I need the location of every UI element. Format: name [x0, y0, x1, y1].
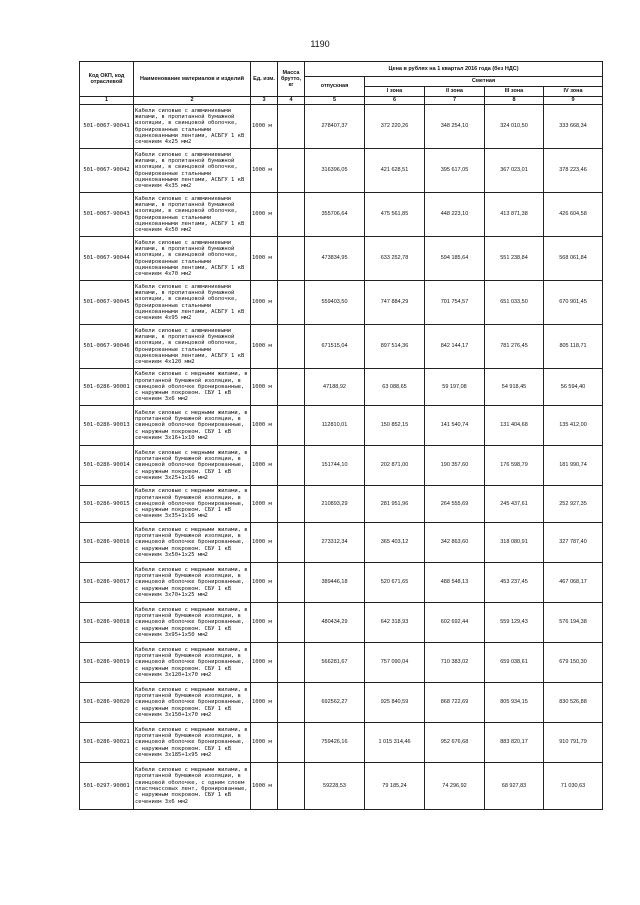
col-number: 6: [365, 97, 425, 105]
col-number: 1: [80, 97, 134, 105]
table-cell-zone-2-price: 395 617,05: [425, 149, 485, 193]
table-row: [80, 683, 603, 723]
header-code: Код ОКП, код отраслевой: [80, 62, 134, 97]
table-cell-zone-3-price: 883 820,17: [485, 723, 544, 763]
table-cell-name: Кабели силовые с медными жилами, в пропитанной бумажной изоляции, в свинцовой оболочке бронированные, с наружным покровом. СБУ 1 кВ сечением 3х185+1х95 мм2: [134, 723, 251, 763]
col-number: 9: [544, 97, 603, 105]
table-row: [80, 149, 603, 193]
table-cell-unit: 1000 м: [251, 105, 278, 149]
table-cell-name: Кабели силовые с медными жилами, в пропитанной бумажной изоляции, в свинцовой оболочке бронированные, с наружным покровом. СБУ 1 кВ сечением 3х70+1х25 мм2: [134, 563, 251, 603]
table-cell-zone-3-price: 413 871,38: [485, 193, 544, 237]
table-cell-release-price: 692562,27: [305, 683, 365, 723]
table-cell-zone-4-price: 252 927,35: [544, 486, 603, 523]
table-cell-zone-4-price: 805 118,71: [544, 325, 603, 369]
table-cell-unit: 1000 м: [251, 446, 278, 486]
table-cell-code: 501-0067-90043: [80, 193, 134, 237]
table-row: [80, 105, 603, 149]
table-cell-name: Кабели силовые с алюминиевыми жилами, в пропитанной бумажной изоляции, в свинцовой оболочке, бронированные стальными оцинкованными лентами, АСБГУ 1 кВ сечением 4х25 мм2: [134, 105, 251, 149]
table-cell-mass: [278, 563, 305, 603]
table-cell-zone-1-price: 372 220,26: [365, 105, 425, 149]
table-row: [80, 563, 603, 603]
table-cell-zone-2-price: 264 555,69: [425, 486, 485, 523]
table-cell-code: 501-0286-90013: [80, 406, 134, 446]
table-row: [80, 603, 603, 643]
table-cell-code: 501-0067-90046: [80, 325, 134, 369]
table-row: [80, 486, 603, 523]
table-cell-zone-1-price: 475 561,85: [365, 193, 425, 237]
table-cell-zone-1-price: 79 185,24: [365, 763, 425, 810]
table-cell-zone-2-price: 342 863,60: [425, 523, 485, 563]
table-cell-mass: [278, 325, 305, 369]
table-row: [80, 406, 603, 446]
col-number: 8: [485, 97, 544, 105]
table-row: [80, 446, 603, 486]
table-cell-zone-4-price: 467 068,17: [544, 563, 603, 603]
table-cell-name: Кабели силовые с медными жилами, в пропитанной бумажной изоляции, в свинцовой оболочке, с одним слоем пластмассовых лент, бронированные, с наружным покровом. СБУ 1 кВ сечением 3х6 мм2: [134, 763, 251, 810]
table-cell-zone-3-price: 781 276,45: [485, 325, 544, 369]
table-cell-zone-4-price: 568 061,84: [544, 237, 603, 281]
table-cell-release-price: 278407,37: [305, 105, 365, 149]
table-cell-zone-1-price: 1 015 314,46: [365, 723, 425, 763]
table-cell-name: Кабели силовые с алюминиевыми жилами, в пропитанной бумажной изоляции, в свинцовой оболочке, бронированные стальными оцинкованными лентами, АСБГУ 1 кВ сечением 4х35 мм2: [134, 149, 251, 193]
table-cell-mass: [278, 683, 305, 723]
table-cell-zone-2-price: 348 254,10: [425, 105, 485, 149]
table-cell-release-price: 59228,53: [305, 763, 365, 810]
table-cell-zone-3-price: 559 129,43: [485, 603, 544, 643]
table-cell-zone-3-price: 453 237,45: [485, 563, 544, 603]
table-cell-mass: [278, 486, 305, 523]
table-row: [80, 281, 603, 325]
table-cell-zone-4-price: 426 604,58: [544, 193, 603, 237]
header-estimate: Сметная: [365, 77, 603, 87]
price-table: [79, 61, 603, 810]
table-cell-zone-2-price: 59 197,08: [425, 369, 485, 406]
table-cell-zone-2-price: 701 754,57: [425, 281, 485, 325]
table-cell-name: Кабели силовые с медными жилами, в пропитанной бумажной изоляции, в свинцовой оболочке бронированные, с наружным покровом. СБУ 1 кВ сечением 3х50+1х25 мм2: [134, 523, 251, 563]
table-cell-mass: [278, 149, 305, 193]
table-cell-name: Кабели силовые с медными жилами, в пропитанной бумажной изоляции, в свинцовой оболочке бронированные, с наружным покровом. СБУ 1 кВ сечением 3х35+1х16 мм2: [134, 486, 251, 523]
table-cell-zone-1-price: 925 840,59: [365, 683, 425, 723]
table-cell-name: Кабели силовые с алюминиевыми жилами, в пропитанной бумажной изоляции, в свинцовой оболочке, бронированные стальными оцинкованными лентами, АСБГУ 1 кВ сечением 4х70 мм2: [134, 237, 251, 281]
table-cell-mass: [278, 643, 305, 683]
table-cell-code: 501-0286-90016: [80, 523, 134, 563]
col-number: 5: [305, 97, 365, 105]
table-cell-unit: 1000 м: [251, 643, 278, 683]
table-cell-release-price: 759426,16: [305, 723, 365, 763]
col-number: 2: [134, 97, 251, 105]
column-number-row: [80, 97, 603, 105]
table-cell-zone-2-price: 602 692,44: [425, 603, 485, 643]
page-number: 1190: [310, 39, 330, 49]
table-cell-release-price: 210893,29: [305, 486, 365, 523]
table-cell-release-price: 473834,95: [305, 237, 365, 281]
table-cell-zone-1-price: 281 951,96: [365, 486, 425, 523]
table-cell-unit: 1000 м: [251, 683, 278, 723]
table-cell-code: 501-0286-90017: [80, 563, 134, 603]
table-cell-mass: [278, 446, 305, 486]
table-cell-release-price: 389446,18: [305, 563, 365, 603]
table-cell-code: 501-0067-90042: [80, 149, 134, 193]
header-price-group: Цена в рублях на 1 квартал 2016 года (без НДС): [305, 62, 603, 77]
table-cell-zone-4-price: 670 901,45: [544, 281, 603, 325]
table-cell-release-price: 47188,92: [305, 369, 365, 406]
table-cell-name: Кабели силовые с медными жилами, в пропитанной бумажной изоляции, в свинцовой оболочке бронированные, с наружным покровом. СБУ 1 кВ сечением 3х16+1х10 мм2: [134, 406, 251, 446]
table-cell-zone-3-price: 659 038,61: [485, 643, 544, 683]
table-cell-mass: [278, 105, 305, 149]
table-cell-release-price: 480434,29: [305, 603, 365, 643]
table-cell-zone-1-price: 757 090,04: [365, 643, 425, 683]
table-row: [80, 193, 603, 237]
table-cell-zone-3-price: 805 934,15: [485, 683, 544, 723]
table-cell-zone-4-price: 679 150,30: [544, 643, 603, 683]
table-cell-unit: 1000 м: [251, 193, 278, 237]
table-cell-mass: [278, 237, 305, 281]
header-zone-1: I зона: [365, 87, 425, 97]
header-zone-3: III зона: [485, 87, 544, 97]
col-number: 7: [425, 97, 485, 105]
header-zone-4: IV зона: [544, 87, 603, 97]
table-cell-zone-4-price: 56 594,40: [544, 369, 603, 406]
table-cell-code: 501-0286-90001: [80, 369, 134, 406]
table-cell-zone-4-price: 378 223,46: [544, 149, 603, 193]
table-cell-zone-4-price: 181 990,74: [544, 446, 603, 486]
table-cell-mass: [278, 281, 305, 325]
table-cell-code: 501-0286-90018: [80, 603, 134, 643]
table-row: [80, 643, 603, 683]
header-unit: Ед. изм.: [251, 62, 278, 97]
table-cell-zone-1-price: 150 852,15: [365, 406, 425, 446]
table-cell-release-price: 151744,10: [305, 446, 365, 486]
table-cell-unit: 1000 м: [251, 149, 278, 193]
table-cell-zone-2-price: 842 144,17: [425, 325, 485, 369]
table-cell-zone-1-price: 421 628,51: [365, 149, 425, 193]
table-cell-unit: 1000 м: [251, 563, 278, 603]
table-cell-mass: [278, 369, 305, 406]
table-cell-name: Кабели силовые с алюминиевыми жилами, в пропитанной бумажной изоляции, в свинцовой оболочке, бронированные стальными оцинкованными лентами, АСБГУ 1 кВ сечением 4х120 мм2: [134, 325, 251, 369]
table-cell-code: 501-0286-90015: [80, 486, 134, 523]
table-cell-name: Кабели силовые с медными жилами, в пропитанной бумажной изоляции, в свинцовой оболочке бронированные, с наружным покровом. СБУ 1 кВ сечением 3х25+1х16 мм2: [134, 446, 251, 486]
table-cell-zone-3-price: 245 437,61: [485, 486, 544, 523]
table-cell-name: Кабели силовые с медными жилами, в пропитанной бумажной изоляции, в свинцовой оболочке бронированные, с наружным покровом. СБУ 1 кВ сечением 3х6 мм2: [134, 369, 251, 406]
table-cell-mass: [278, 406, 305, 446]
table-cell-zone-2-price: 952 676,68: [425, 723, 485, 763]
table-cell-zone-3-price: 324 010,50: [485, 105, 544, 149]
table-cell-unit: 1000 м: [251, 237, 278, 281]
table-cell-unit: 1000 м: [251, 486, 278, 523]
table-cell-zone-1-price: 897 514,36: [365, 325, 425, 369]
table-cell-mass: [278, 193, 305, 237]
table-cell-zone-4-price: 333 668,34: [544, 105, 603, 149]
table-cell-zone-4-price: 327 787,40: [544, 523, 603, 563]
table-cell-zone-2-price: 448 223,10: [425, 193, 485, 237]
table-cell-zone-2-price: 74 296,92: [425, 763, 485, 810]
table-cell-zone-4-price: 71 030,63: [544, 763, 603, 810]
table-cell-release-price: 566281,67: [305, 643, 365, 683]
table-cell-zone-3-price: 651 033,50: [485, 281, 544, 325]
table-cell-zone-2-price: 868 722,69: [425, 683, 485, 723]
table-cell-zone-4-price: 910 791,79: [544, 723, 603, 763]
table-cell-release-price: 112810,01: [305, 406, 365, 446]
table-cell-name: Кабели силовые с алюминиевыми жилами, в пропитанной бумажной изоляции, в свинцовой оболочке, бронированные стальными оцинкованными лентами, АСБГУ 1 кВ сечением 4х50 мм2: [134, 193, 251, 237]
table-cell-zone-1-price: 747 884,29: [365, 281, 425, 325]
table-cell-zone-3-price: 551 238,84: [485, 237, 544, 281]
table-cell-code: 501-0297-90001: [80, 763, 134, 810]
table-cell-code: 501-0286-90021: [80, 723, 134, 763]
table-cell-code: 501-0286-90020: [80, 683, 134, 723]
table-cell-zone-1-price: 520 671,65: [365, 563, 425, 603]
table-cell-name: Кабели силовые с медными жилами, в пропитанной бумажной изоляции, в свинцовой оболочке бронированные, с наружным покровом. СБУ 1 кВ сечением 3х120+1х70 мм2: [134, 643, 251, 683]
table-cell-code: 501-0286-90019: [80, 643, 134, 683]
table-cell-zone-1-price: 642 318,93: [365, 603, 425, 643]
col-number: 3: [251, 97, 278, 105]
header-release: отпускная: [305, 77, 365, 97]
table-body: [80, 105, 603, 810]
table-cell-code: 501-0067-90041: [80, 105, 134, 149]
table-cell-release-price: 559403,50: [305, 281, 365, 325]
table-cell-zone-2-price: 594 185,64: [425, 237, 485, 281]
header-name: Наименование материалов и изделий: [134, 62, 251, 97]
table-cell-unit: 1000 м: [251, 763, 278, 810]
table-cell-code: 501-0286-90014: [80, 446, 134, 486]
table-cell-mass: [278, 763, 305, 810]
table-row: [80, 237, 603, 281]
table-cell-unit: 1000 м: [251, 723, 278, 763]
table-cell-zone-3-price: 68 927,83: [485, 763, 544, 810]
table-cell-zone-2-price: 488 548,13: [425, 563, 485, 603]
table-cell-zone-4-price: 135 412,00: [544, 406, 603, 446]
table-cell-release-price: 671515,04: [305, 325, 365, 369]
header-zone-2: II зона: [425, 87, 485, 97]
table-cell-name: Кабели силовые с алюминиевыми жилами, в пропитанной бумажной изоляции, в свинцовой оболочке, бронированные стальными оцинкованными лентами, АСБГУ 1 кВ сечением 4х95 мм2: [134, 281, 251, 325]
table-cell-zone-3-price: 176 598,79: [485, 446, 544, 486]
table-cell-zone-3-price: 318 080,91: [485, 523, 544, 563]
table-row: [80, 369, 603, 406]
table-cell-release-price: 355706,64: [305, 193, 365, 237]
table-row: [80, 763, 603, 810]
col-number: 4: [278, 97, 305, 105]
table-cell-zone-4-price: 830 526,88: [544, 683, 603, 723]
table-cell-name: Кабели силовые с медными жилами, в пропитанной бумажной изоляции, в свинцовой оболочке бронированные, с наружным покровом. СБУ 1 кВ сечением 3х150+1х70 мм2: [134, 683, 251, 723]
table-cell-zone-2-price: 710 383,02: [425, 643, 485, 683]
table-cell-mass: [278, 723, 305, 763]
table-cell-zone-4-price: 576 194,38: [544, 603, 603, 643]
table-row: [80, 523, 603, 563]
table-cell-unit: 1000 м: [251, 523, 278, 563]
table-cell-zone-1-price: 365 403,12: [365, 523, 425, 563]
table-cell-release-price: 316396,05: [305, 149, 365, 193]
table-cell-zone-2-price: 190 357,60: [425, 446, 485, 486]
table-cell-zone-2-price: 141 540,74: [425, 406, 485, 446]
table-cell-unit: 1000 м: [251, 281, 278, 325]
table-cell-unit: 1000 м: [251, 603, 278, 643]
table-row: [80, 723, 603, 763]
table-cell-zone-3-price: 367 023,01: [485, 149, 544, 193]
table-cell-unit: 1000 м: [251, 369, 278, 406]
table-cell-mass: [278, 603, 305, 643]
table-cell-zone-1-price: 63 088,65: [365, 369, 425, 406]
table-cell-unit: 1000 м: [251, 406, 278, 446]
table-cell-zone-3-price: 54 918,45: [485, 369, 544, 406]
table-cell-zone-1-price: 633 252,78: [365, 237, 425, 281]
table-cell-code: 501-0067-90045: [80, 281, 134, 325]
table-cell-unit: 1000 м: [251, 325, 278, 369]
table-cell-mass: [278, 523, 305, 563]
table-row: [80, 325, 603, 369]
table-cell-code: 501-0067-90044: [80, 237, 134, 281]
table-cell-release-price: 273312,34: [305, 523, 365, 563]
header-mass: Масса брутто, кг: [278, 62, 305, 97]
table-cell-zone-1-price: 202 871,00: [365, 446, 425, 486]
table-cell-name: Кабели силовые с медными жилами, в пропитанной бумажной изоляции, в свинцовой оболочке бронированные, с наружным покровом. СБУ 1 кВ сечением 3х95+1х50 мм2: [134, 603, 251, 643]
table-cell-zone-3-price: 131 404,68: [485, 406, 544, 446]
